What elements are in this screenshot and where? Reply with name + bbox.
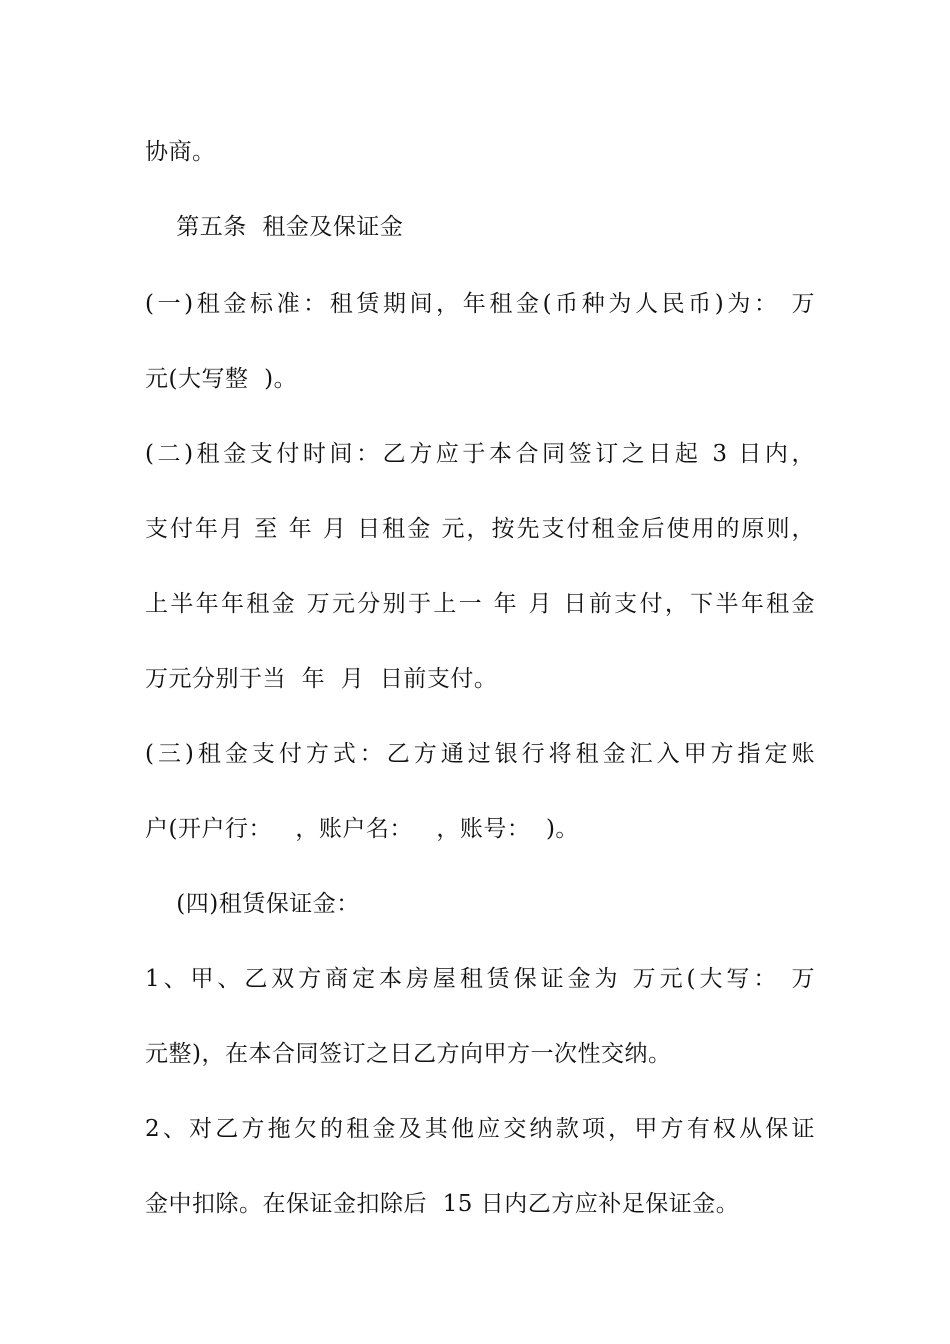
text-line-7: 上半年年租金 万元分别于上一 年 月 日前支付，下半年租金 bbox=[145, 591, 815, 617]
text-line-3: (一)租金标准：租赁期间，年租金(币种为人民币)为： 万 bbox=[145, 291, 815, 317]
text-line-11: (四)租赁保证金： bbox=[145, 891, 360, 917]
text-line-10: 户(开户行： ，账户名： ，账号： )。 bbox=[145, 816, 579, 842]
text-line-8: 万元分别于当 年 月 日前支付。 bbox=[145, 666, 498, 692]
text-line-9: (三)租金支付方式：乙方通过银行将租金汇入甲方指定账 bbox=[145, 741, 815, 767]
text-line-4: 元(大写整 )。 bbox=[145, 366, 298, 392]
text-line-14: 2、对乙方拖欠的租金及其他应交纳款项，甲方有权从保证 bbox=[145, 1116, 815, 1142]
text-line-12: 1、甲、乙双方商定本房屋租赁保证金为 万元(大写： 万 bbox=[145, 966, 815, 992]
article-heading: 第五条 租金及保证金 bbox=[145, 214, 404, 240]
text-line-1: 协商。 bbox=[145, 139, 216, 165]
text-line-6: 支付年月 至 年 月 日租金 元，按先支付租金后使用的原则， bbox=[145, 516, 815, 542]
text-line-13: 元整)，在本合同签订之日乙方向甲方一次性交纳。 bbox=[145, 1041, 672, 1067]
text-line-5: (二)租金支付时间：乙方应于本合同签订之日起 3 日内， bbox=[145, 441, 815, 467]
text-line-15: 金中扣除。在保证金扣除后 15 日内乙方应补足保证金。 bbox=[145, 1191, 740, 1217]
